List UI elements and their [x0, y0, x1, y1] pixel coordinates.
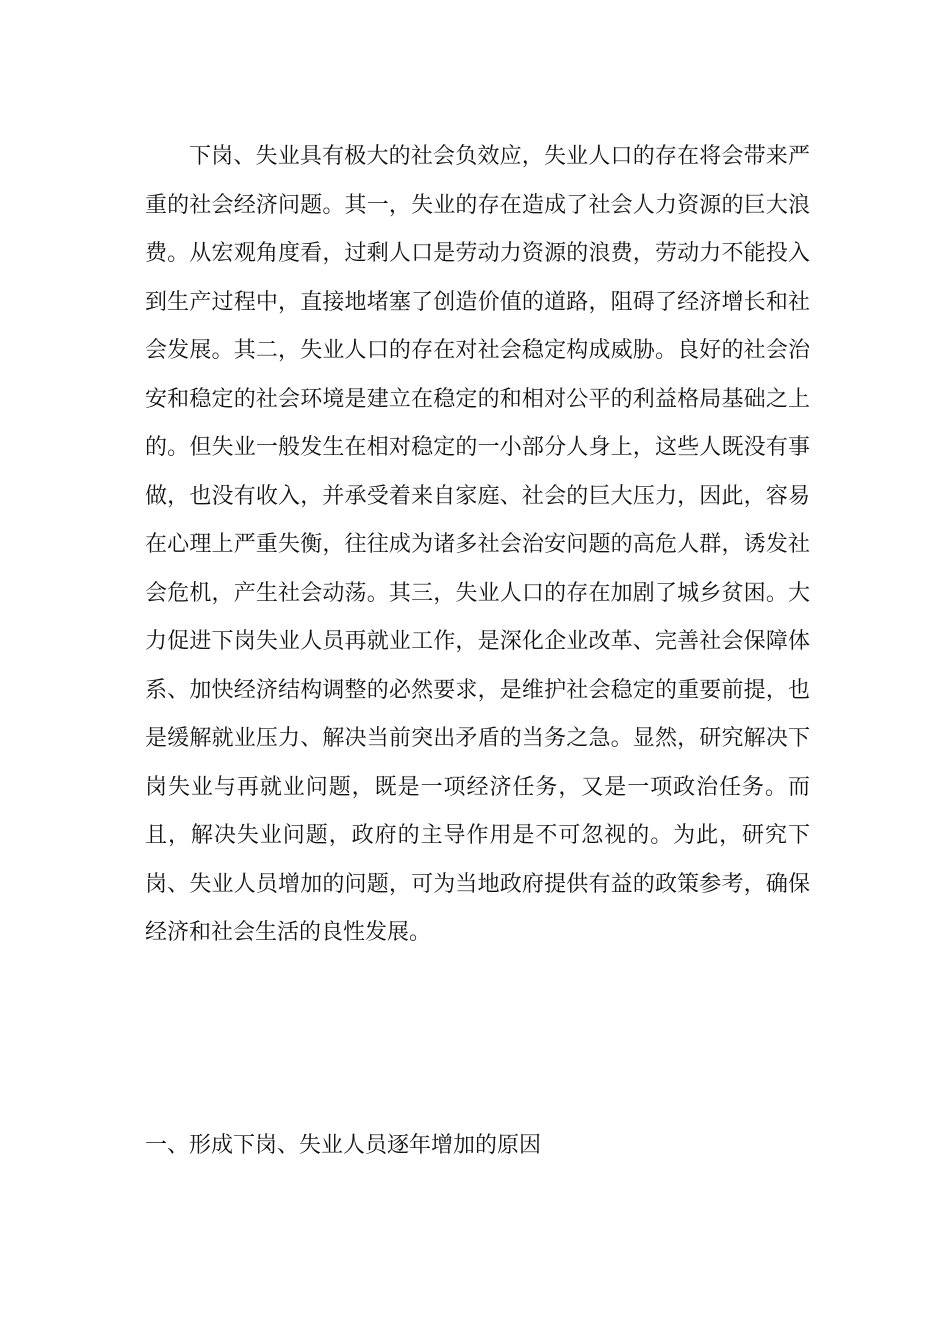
section-heading: 一、形成下岗、失业人员逐年增加的原因 — [145, 1133, 542, 1158]
body-paragraph: 下岗、失业具有极大的社会负效应，失业人口的存在将会带来严重的社会经济问题。其一，失业的存在造成了社会人力资源的巨大浪费。从宏观角度看，过剩人口是劳动力资源的浪费，劳动力不能投入到生产过程中，直接地堵塞了创造价值的道路，阻碍了经济增长和社会发展。其二，失业人口的存在对社会稳定构成威胁。良好的社会治安和稳定的社会环境是建立在稳定的和相对公平的利益格局基础之上的。但失业一般发生在相对稳定的一小部分人身上，这些人既没有事做，也没有收入，并承受着来自家庭、社会的巨大压力，因此，容易在心理上严重失衡，往往成为诸多社会治安问题的高危人群，诱发社会危机，产生社会动荡。其三，失业人口的存在加剧了城乡贫困。大力促进下岗失业人员再就业工作，是深化企业改革、完善社会保障体系、加快经济结构调整的必然要求，是维护社会稳定的重要前提，也是缓解就业压力、解决当前突出矛盾的当务之急。显然，研究解决下岗失业与再就业问题，既是一项经济任务，又是一项政治任务。而且，解决失业问题，政府的主导作用是不可忽视的。为此，研究下岗、失业人员增加的问题，可为当地政府提供有益的政策参考，确保经济和社会生活的良性发展。 — [145, 144, 810, 945]
